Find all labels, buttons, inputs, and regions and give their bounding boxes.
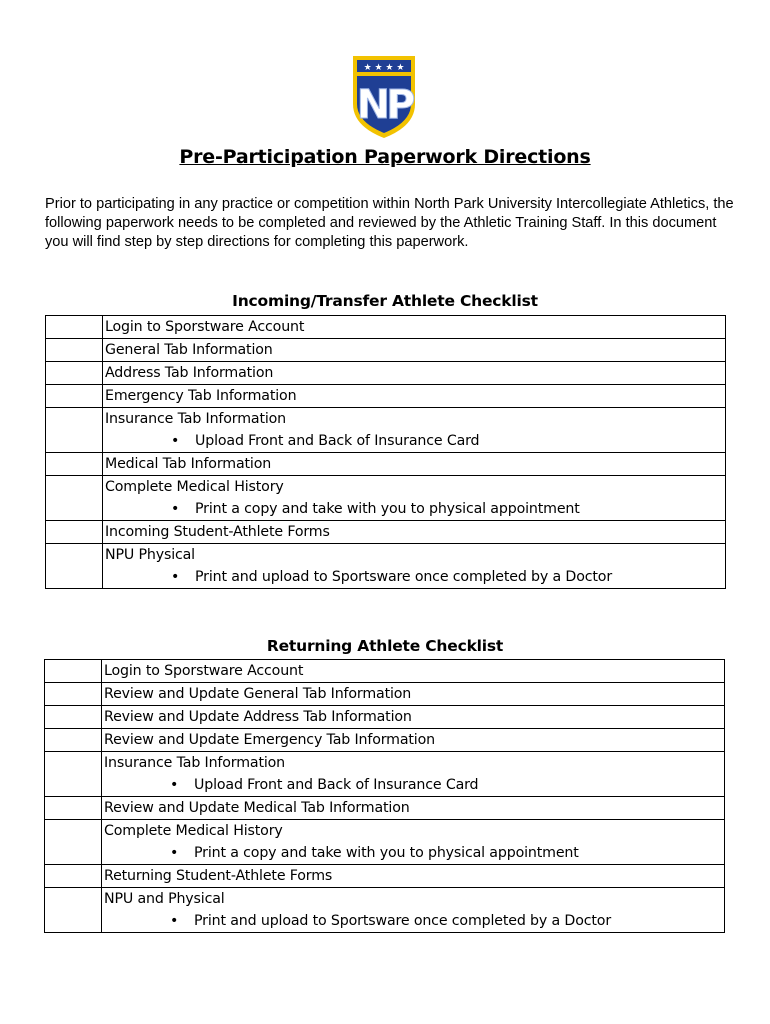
checklist-row	[45, 706, 725, 729]
bullet-icon: •	[170, 777, 179, 793]
checklist-item-label: Login to Sporstware Account	[104, 663, 304, 679]
checklist-row	[45, 865, 725, 888]
checklist-item	[103, 476, 726, 521]
checklist-item	[103, 453, 726, 476]
checkbox-cell[interactable]	[46, 544, 103, 589]
checklist-item-label: Insurance Tab Information	[104, 755, 286, 771]
checkbox-cell[interactable]	[45, 706, 102, 729]
checkbox-cell[interactable]	[45, 683, 102, 706]
checklist-item	[102, 683, 725, 706]
checklist-item-label: Complete Medical History	[105, 479, 284, 495]
incoming-checklist-table	[45, 315, 726, 589]
checklist-item-label: Review and Update Medical Tab Information	[104, 800, 410, 816]
checkbox-cell[interactable]	[45, 797, 102, 820]
checklist-item	[103, 544, 726, 589]
bullet-icon: •	[171, 433, 180, 449]
page-title: Pre-Participation Paperwork Directions	[179, 146, 591, 168]
checklist-item	[102, 752, 725, 797]
checkbox-cell[interactable]	[46, 476, 103, 521]
checkbox-cell[interactable]	[45, 752, 102, 797]
checklist-item	[102, 706, 725, 729]
checklist-row	[46, 408, 726, 453]
checklist-row	[45, 752, 725, 797]
checklist-item-label: Emergency Tab Information	[105, 388, 297, 404]
logo-stars: ★ ★ ★ ★	[363, 63, 405, 73]
checklist-row	[46, 476, 726, 521]
checkbox-cell[interactable]	[46, 453, 103, 476]
bullet-icon: •	[171, 569, 180, 585]
checkbox-cell[interactable]	[45, 729, 102, 752]
checklist-subitem	[105, 566, 725, 588]
checklist-item	[102, 797, 725, 820]
checklist-row	[46, 316, 726, 339]
checkbox-cell[interactable]	[45, 865, 102, 888]
checklist-item	[103, 316, 726, 339]
checklist-item-label: NPU and Physical	[104, 891, 225, 907]
checkbox-cell[interactable]	[46, 408, 103, 453]
checklist-row	[45, 729, 725, 752]
checklist-row	[46, 521, 726, 544]
checklist-row	[45, 888, 725, 933]
checklist-item-label: Incoming Student-Athlete Forms	[105, 524, 330, 540]
incoming-checklist-heading: Incoming/Transfer Athlete Checklist	[232, 292, 538, 310]
checklist-item	[103, 408, 726, 453]
checklist-item-label: Review and Update General Tab Information	[104, 686, 412, 702]
checklist-subitem	[105, 498, 725, 520]
north-park-logo	[349, 52, 419, 140]
checkbox-cell[interactable]	[46, 385, 103, 408]
checklist-row	[46, 339, 726, 362]
checklist-row	[45, 797, 725, 820]
checklist-row	[46, 385, 726, 408]
checklist-subitem	[104, 842, 724, 864]
checklist-row	[45, 820, 725, 865]
checkbox-cell[interactable]	[46, 521, 103, 544]
checkbox-cell[interactable]	[46, 362, 103, 385]
checklist-item-label: Review and Update Address Tab Information	[104, 709, 412, 725]
checklist-subitem-text: Upload Front and Back of Insurance Card	[194, 777, 479, 793]
checkbox-cell[interactable]	[46, 339, 103, 362]
bullet-icon: •	[170, 913, 179, 929]
checklist-row	[45, 683, 725, 706]
checklist-item-label: Insurance Tab Information	[105, 411, 287, 427]
checklist-subitem	[104, 910, 724, 932]
checklist-item	[103, 362, 726, 385]
checklist-subitem	[104, 774, 724, 796]
returning-checklist-table	[44, 659, 725, 933]
checklist-subitem-text: Print a copy and take with you to physical appointment	[195, 501, 580, 517]
checklist-item	[102, 729, 725, 752]
checklist-item-label: General Tab Information	[105, 342, 273, 358]
checklist-item-label: Address Tab Information	[105, 365, 274, 381]
checkbox-cell[interactable]	[45, 820, 102, 865]
checklist-row	[46, 453, 726, 476]
checklist-item	[103, 385, 726, 408]
checklist-item-label: Complete Medical History	[104, 823, 283, 839]
checklist-item	[103, 339, 726, 362]
intro-paragraph: Prior to participating in any practice or competition within North Park University Intercollegiate Athletics, the following paperwork needs to be completed and reviewed by the Athletic Training Staff. In this document you will find step by step directions for completing this paperwork.	[45, 196, 734, 250]
checklist-item	[102, 865, 725, 888]
checklist-item	[102, 660, 725, 683]
checklist-row	[46, 362, 726, 385]
checklist-item-label: Returning Student-Athlete Forms	[104, 868, 333, 884]
checkbox-cell[interactable]	[45, 660, 102, 683]
checklist-subitem-text: Upload Front and Back of Insurance Card	[195, 433, 480, 449]
checklist-row	[46, 544, 726, 589]
checklist-item-label: Login to Sporstware Account	[105, 319, 305, 335]
checklist-row	[45, 660, 725, 683]
checklist-item-label: Medical Tab Information	[105, 456, 272, 472]
bullet-icon: •	[170, 845, 179, 861]
checklist-item-label: NPU Physical	[105, 547, 195, 563]
checkbox-cell[interactable]	[46, 316, 103, 339]
checklist-subitem-text: Print and upload to Sportsware once completed by a Doctor	[195, 569, 613, 585]
returning-checklist-heading: Returning Athlete Checklist	[266, 637, 504, 655]
checklist-subitem-text: Print a copy and take with you to physical appointment	[194, 845, 579, 861]
checklist-item-label: Review and Update Emergency Tab Information	[104, 732, 435, 748]
checklist-subitem	[105, 430, 725, 452]
checklist-item	[103, 521, 726, 544]
logo-lettering: NP	[356, 82, 412, 128]
checklist-subitem-text: Print and upload to Sportsware once completed by a Doctor	[194, 913, 612, 929]
checklist-item	[102, 888, 725, 933]
checkbox-cell[interactable]	[45, 888, 102, 933]
bullet-icon: •	[171, 501, 180, 517]
checklist-item	[102, 820, 725, 865]
